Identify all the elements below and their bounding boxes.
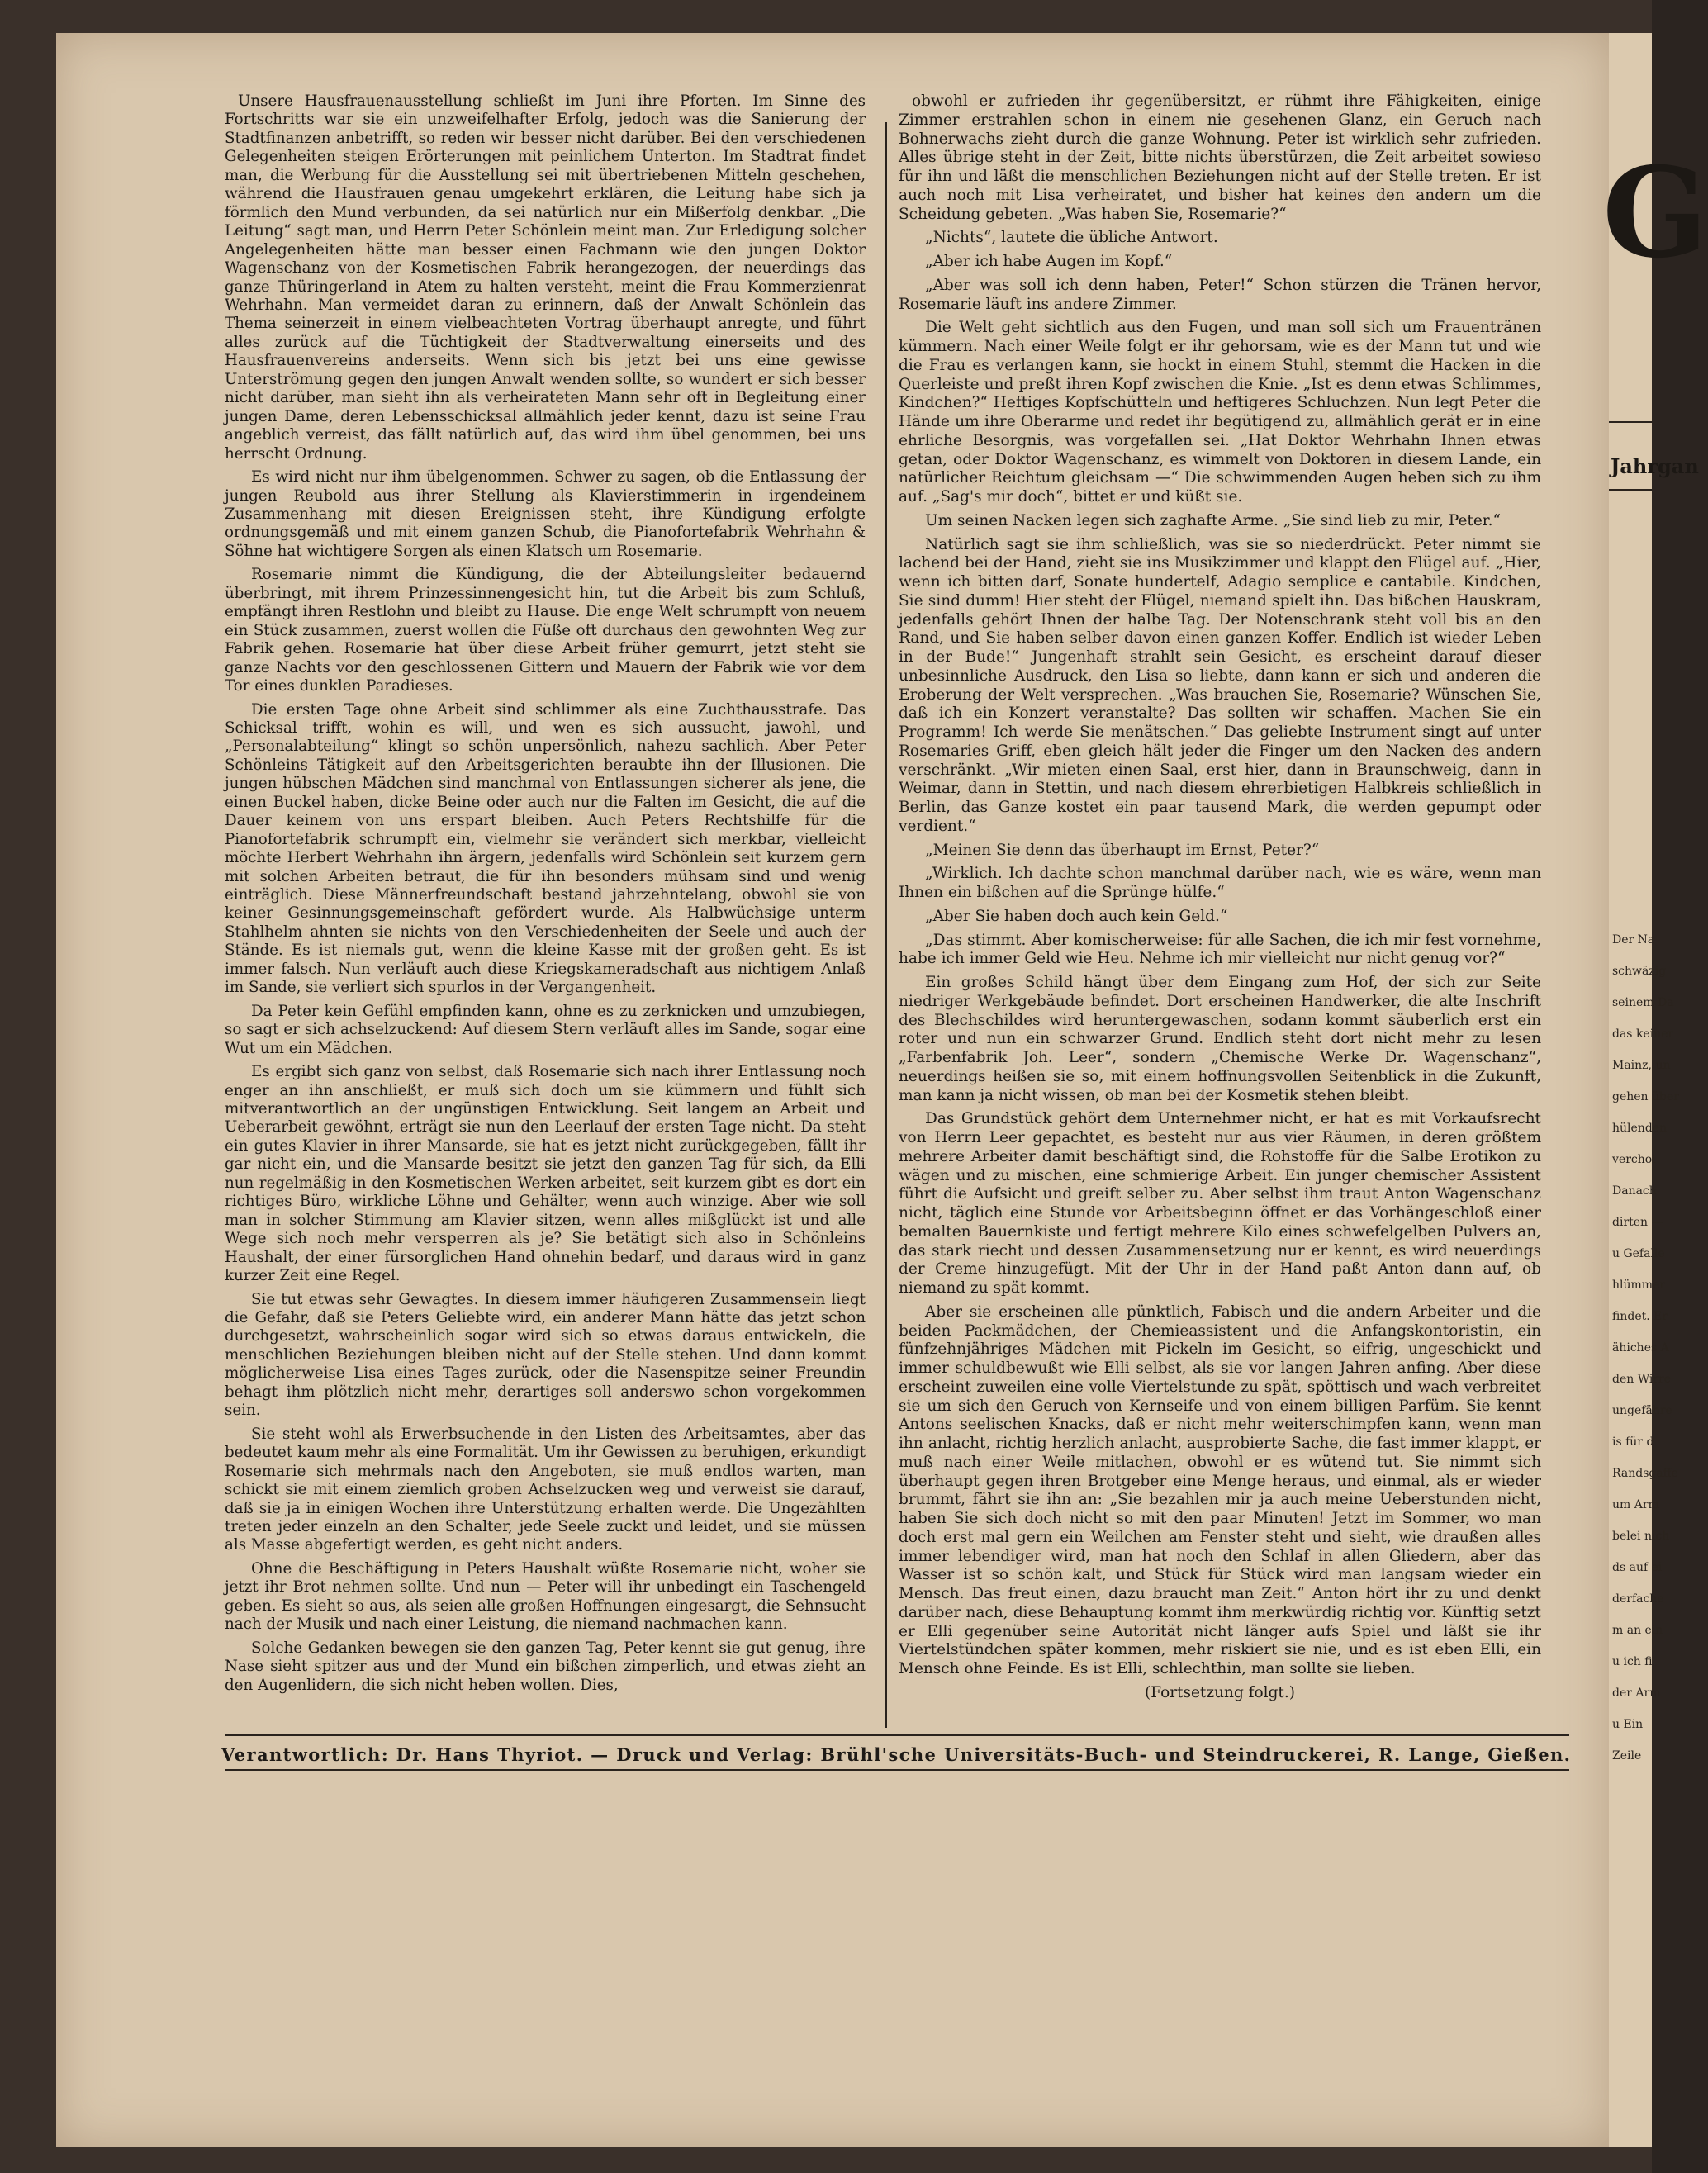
- next-page-fragment: den Wirre: [1612, 1373, 1672, 1386]
- next-page-heading: Jahrgan: [1611, 454, 1699, 478]
- paragraph: „Das stimmt. Aber komischerweise: für alle Sachen, die ich mir fest vornehme, habe ich immer Geld wie Heu. Nehme ich mir vielleicht nur nicht genug vor?“: [899, 931, 1541, 968]
- next-page-fragment: um Arm: [1612, 1498, 1659, 1511]
- next-page-fragment: findet. Er: [1612, 1310, 1668, 1323]
- paragraph: „Wirklich. Ich dachte schon manchmal darüber nach, wie es wäre, wenn man Ihnen ein bißchen auf die Sprünge hülfe.“: [899, 865, 1541, 901]
- paragraph: Rosemarie nimmt die Kündigung, die der Abteilungsleiter bedauernd überbringt, mit ihrem Prinzessinnengesicht hin, tut die Arbeit bis zum Schluß, empfängt ihren Restlohn und bleibt zu Hause. Die enge Welt schrumpft von neuem ein Stück zusammen, zuerst wollen die Füße oft durchaus den gewohnten Weg zur Fabrik gehen. Rosemarie hat über diese Arbeit früher gemurrt, jetzt steht sie ganze Nachts vor den geschlossenen Gittern und Mauern der Fabrik wie vor dem Tor eines dunklen Paradieses.: [225, 566, 866, 695]
- paragraph: Es wird nicht nur ihm übelgenommen. Schwer zu sagen, ob die Entlassung der jungen Reubold aus ihrer Stellung als Klavierstimmerin in irgendeinem Zusammenhang mit diesen Ereignissen steht, ihre Kündigung erfolgte ordnungsgemäß und mit einem ganzen Schub, die Pianofortefabrik Wehrhahn & Söhne hat wichtigere Sorgen als einen Klatsch um Rosemarie.: [225, 468, 866, 560]
- next-page-fragment: Danach: [1612, 1184, 1657, 1198]
- paragraph: Um seinen Nacken legen sich zaghafte Arme. „Sie sind lieb zu mir, Peter.“: [925, 511, 1501, 529]
- paragraph: Die Welt geht sichtlich aus den Fugen, und man soll sich um Frauentränen kümmern. Nach einer Weile folgt er ihr gehorsam, wie es der Mann tut und wie die Frau es verlangen kann, sie hockt in einem Stuhl, stemmt die Hacken in die Querleiste und preßt ihren Kopf zwischen die Knie. „Ist es denn etwas Schlimmes, Kindchen?“ Heftiges Kopfschütteln und heftigeres Schluchzen. Nun legt Peter die Hände um ihre Oberarme und redet ihr begütigend zu, allmählich gerät er in eine ehrliche Besorgnis, was vorgefallen sei. „Hat Doktor Wehrhahn Ihnen etwas getan, oder Doktor Wagenschanz, es wimmelt von Doktoren in diesem Lande, ein natürlicher Reichtum gleichsam —“ Die schwimmenden Augen heben sich zu ihm auf. „Sag's mir doch“, bittet er und küßt sie.: [899, 319, 1541, 505]
- paragraph: Unsere Hausfrauenausstellung schließt im Juni ihre Pforten. Im Sinne des Fortschritts war sie ein unzweifelhafter Erfolg, jedoch was die Sanierung der Stadtfinanzen anbetrifft, so reden wir besser nicht darüber. Bei den verschiedenen Gelegenheiten steigen Erörterungen mit peinlichem Unterton. Im Stadtrat findet man, die Werbung für die Ausstellung sei mit übertriebenen Mitteln geschehen, während die Hausfrauen genau umgekehrt erklären, die Leitung habe sich ja förmlich den Mund verbunden, da sei natürlich nur ein Mißerfolg denkbar. „Die Leitung“ sagt man, und Herrn Peter Schönlein meint man. Zur Erledigung solcher Angelegenheiten hätte man besser einen Fachmann wie den jungen Doktor Wagenschanz von der Kosmetischen Fabrik herangezogen, der neuerdings das ganze Thüringerland in Atem zu halten versteht, meint die Frau Kommerzienrat Wehrhahn. Man vermeidet daran zu erinnern, daß der Anwalt Schönlein das Thema seinerzeit in einem vielbeachteten Vortrag überhaupt anregte, und führt alles zurück auf die Tüchtigkeit der Stadtverwaltung einerseits und des Hausfrauenvereins anderseits. Wenn sich bis jetzt bei uns eine gewisse Unterströmung gegen den jungen Anwalt wenden sollte, so wundert er sich besser nicht darüber, man sieht ihn als verheirateten Mann sehr oft in Begleitung einer jungen Dame, deren Lebensschicksal allmählich jeder kennt, dazu ist seine Frau angeblich verreist, das fällt natürlich auf, das wird ihm übel genommen, bei uns herrscht Ordnung.: [225, 93, 866, 463]
- paragraph: Ein großes Schild hängt über dem Eingang zum Hof, der sich zur Seite niedriger Werkgebäude befindet. Dort erscheinen Handwerker, die alte Inschrift des Blechschildes wird heruntergewaschen, sodann kommt säuberlich erst ein roter und nun ein schwarzer Grund. Endlich steht dort nicht mehr zu lesen „Farbenfabrik Joh. Leer“, sondern „Chemische Werke Dr. Wagenschanz“, neuerdings heißen sie so, mit einem hoffnungsvollen Seitenblick in die Zukunft, man kann ja nicht wissen, ob man bei der Kosmetik stehen bleibt.: [899, 974, 1541, 1104]
- next-page-fragment: ds auf ei: [1612, 1561, 1663, 1574]
- next-page-fragment: u Ein: [1612, 1718, 1644, 1731]
- next-page-fragment: Randsgaffe: [1612, 1467, 1678, 1480]
- paragraph: Sie steht wohl als Erwerbsuchende in den Listen des Arbeitsamtes, aber das bedeutet kaum mehr als eine Formalität. Um ihr Gewissen zu beruhigen, erkundigt Rosemarie sich mehrmals nach den Angeboten, sie muß endlos warten, man schickt sie mit einem ziemlich groben Achselzucken weg und verweist sie darauf, daß sie ja in einigen Wochen ihre Unterstützung erhalten werde. Die Ungezählten treten jeder einzeln an den Schalter, jede Seele zuckt und leidet, und sie müssen als Masse abgefertigt werden, es geht nicht anders.: [225, 1425, 866, 1554]
- next-page-fragment: u ich fi: [1612, 1655, 1653, 1668]
- paragraph: obwohl er zufrieden ihr gegenübersitzt, er rühmt ihre Fähigkeiten, einige Zimmer erstrahlen schon in einem nie gesehenen Glanz, ein Geruch nach Bohnerwachs zieht durch die ganze Wohnung. Peter ist wirklich sehr zufrieden. Alles übrige steht in der Zeit, bitte nichts überstürzen, die Zeit arbeitet sowieso für ihn und läßt die menschlichen Beziehungen nicht auf der Stelle treten. Er ist auch noch mit Lisa verheiratet, und bisher hat keines den andern um die Scheidung gebeten. „Was haben Sie, Rosemarie?“: [899, 93, 1541, 223]
- next-page-fragment: hlümmer: [1612, 1279, 1666, 1292]
- next-page-fragment: das keiner: [1612, 1027, 1674, 1041]
- paragraph: „Nichts“, lautete die übliche Antwort.: [925, 229, 1218, 247]
- paragraph: Aber sie erscheinen alle pünktlich, Fabisch und die andern Arbeiter und die beiden Packmädchen, der Chemieassistent und die Anfangskontoristin, ein fünfzehnjähriges Mädchen mit Pickeln im Gesicht, so eifrig, ungeschickt und immer schuldbewußt wie Elli selbst, als sie vor langen Jahren anfing. Aber diese erscheint zuweilen eine volle Viertelstunde zu spät, spöttisch und wach verbreitet sie um sich den Geruch von Kernseife und von einem billigen Parfüm. Sie kennt Antons seelischen Knacks, daß er nicht mehr weiterschimpfen kann, wenn man ihn anlacht, richtig herzlich anlacht, ausprobierte Sache, die fast immer klappt, er muß nach einer Weile mitlachen, obwohl er es wütend tut. Sie nimmt sich überhaupt gegen ihren Brotgeber eine Menge heraus, und einmal, als er wieder brummt, fährt sie ihn an: „Sie bezahlen mir ja auch meine Ueberstunden nicht, haben Sie sich doch nicht so mit den paar Minuten! Jetzt im Sommer, wo man doch erst mal gern ein Weilchen am Fenster steht und sieht, wie draußen alles immer lebendiger wird, man hat noch den Schlaf in allen Gliedern, aber das Wasser ist so schön kalt, und Stück für Stück wird man langsam wieder ein Mensch. Das freut einen, dazu braucht man Zeit.“ Anton hört ihr zu und denkt darüber nach, diese Behauptung kommt ihm merkwürdig richtig vor. Künftig setzt er Elli gegenüber seine Autorität nicht länger aufs Spiel und läßt sie ihr Viertelstündchen später kommen, mehr riskiert sie nie, und es ist eben Elli, ein Mensch ohne Feinde. Es ist Elli, schlechthin, man sollte sie lieben.: [899, 1302, 1541, 1677]
- next-page-edge: [1602, 33, 1708, 2147]
- next-page-fragment: Zeile: [1612, 1749, 1642, 1763]
- imprint-footer: Verantwortlich: Dr. Hans Thyriot. — Druck und Verlag: Brühl'sche Universitäts-Buch- und Steindruckerei, R. Lange, Gießen.: [221, 1744, 1572, 1765]
- next-page-fragment: derfache: [1612, 1592, 1664, 1606]
- footer-rule-top: [225, 1734, 1569, 1736]
- paragraph: Da Peter kein Gefühl empfinden kann, ohne es zu zerknicken und umzubiegen, so sagt er sich achselzuckend: Auf diesem Stern verläuft alles im Sande, sogar eine Wut um ein Mädchen.: [225, 1002, 866, 1057]
- paragraph: „Aber ich habe Augen im Kopf.“: [925, 253, 1173, 270]
- next-page-rule: [1609, 489, 1652, 491]
- next-page-rule: [1609, 421, 1652, 423]
- footer-rule-bottom: [225, 1769, 1569, 1771]
- paragraph: Ohne die Beschäftigung in Peters Haushalt wüßte Rosemarie nicht, woher sie jetzt ihr Brot nehmen sollte. Und nun — Peter will ihr unbedingt ein Taschengeld geben. Es sieht so aus, als seien alle großen Hoffnungen eingesargt, die Sehnsucht nach der Musik und nach einer Leistung, die niemand nachmachen kann.: [225, 1559, 866, 1634]
- next-page-fragment: schwäzig: [1612, 965, 1667, 978]
- next-page-fragment: Der Na: [1612, 933, 1655, 947]
- next-page-fragment: ähiches A: [1612, 1341, 1669, 1355]
- paragraph: Sie tut etwas sehr Gewagtes. In diesem immer häufigeren Zusammensein liegt die Gefahr, daß sie Peters Geliebte wird, ein anderer Mann hätte das jetzt schon durchgesetzt, wahrscheinlich sogar wird sich so etwas daraus entwickeln, die menschlichen Beziehungen bleiben nicht auf der Stelle stehen. Und dann kommt möglicherweise Lisa eines Tages zurück, oder die Nasenspitze seiner Freundin behagt ihm plötzlich nicht mehr, derartiges soll anderswo schon vorgekommen sein.: [225, 1290, 866, 1420]
- paragraph: Natürlich sagt sie ihm schließlich, was sie so niederdrückt. Peter nimmt sie lachend bei der Hand, zieht sie ins Musikzimmer und klappt den Flügel auf. „Hier, wenn ich bitten darf, Sonate hundertelf, Adagio semplice e cantabile. Kindchen, Sie sind dumm! Hier steht der Flügel, niemand spielt ihn. Das bißchen Hauskram, jedenfalls gehört Ihnen der halbe Tag. Der Notenschrank steht voll bis an den Rand, und Sie haben selber davon einen ganzen Koffer. Endlich ist wieder Leben in der Bude!“ Jungenhaft strahlt sein Gesicht, es erscheint darauf dieser unbesinnliche Ausdruck, den Lisa so liebte, dann kann er sich und anderen die Eroberung der Welt versprechen. „Was brauchen Sie, Rosemarie? Wünschen Sie, daß ich ein Konzert veranstalte? Das sollten wir schaffen. Machen Sie ein Programm! Ich werde Sie menätschen.“ Das geliebte Instrument singt auf unter Rosemaries Griff, eben gleich hält jeder die Finger um den Nacken des andern verschränkt. „Wir mieten einen Saal, erst hier, dann in Braunschweig, dann in Weimar, dann in Stettin, und nach diesem ehrerbietigen Halbkreis schließlich in Berlin, das Ganze kostet ein paar tausend Mark, die werden gepumpt oder verdient.“: [899, 535, 1541, 835]
- next-page-fragment: is für d: [1612, 1435, 1654, 1449]
- next-page-fragment: m an ein: [1612, 1624, 1663, 1637]
- next-page-fragment: seinem Da: [1612, 996, 1674, 1009]
- paragraph: Das Grundstück gehört dem Unternehmer nicht, er hat es mit Vorkaufsrecht von Herrn Leer gepachtet, es besteht nur aus vier Räumen, in deren größtem mehrere Arbeiter damit beschäftigt sind, die Rohstoffe für die Salbe Erotikon zu wägen und zu mischen, eine schmierige Arbeit. Ein junger chemischer Assistent führt die Aufsicht und greift selber zu. Aber selbst ihm traut Anton Wagenschanz nicht, täglich eine Stunde vor Arbeitsbeginn öffnet er das Vorhängeschloß einer bemalten Bauernkiste und fertigt mehrere Kilo eines schwefelgelben Pulvers an, das stark riecht und dessen Zusammensetzung nur er kennt, es wird neuerdings der Creme hinzugefügt. Mit der Uhr in der Hand paßt Anton dann auf, ob niemand zu spät kommt.: [899, 1110, 1541, 1297]
- next-page-fragment: Mainz, un: [1612, 1059, 1671, 1072]
- next-page-fragment: der Arm: [1612, 1687, 1661, 1700]
- next-page-masthead: G: [1602, 140, 1708, 286]
- paragraph: „Meinen Sie denn das überhaupt im Ernst, Peter?“: [925, 841, 1320, 859]
- next-page-fragment: dirten —: [1612, 1216, 1663, 1229]
- continued-note: (Fortsetzung folgt.): [1145, 1683, 1295, 1701]
- column-divider: [885, 122, 887, 1728]
- paragraph: Die ersten Tage ohne Arbeit sind schlimmer als eine Zuchthausstrafe. Das Schicksal trifft, wohin es will, und wen es sich aussucht, jawohl, und „Personalabteilung“ klingt so schön unpersönlich, nahezu sachlich. Aber Peter Schönleins Tätigkeit auf den Arbeitsgerichten beraubte ihn der Illusionen. Die jungen hübschen Mädchen sind manchmal von Entlassungen sicherer als jene, die einen Buckel haben, dicke Beine oder auch nur die Falten im Gesicht, die auf die Dauer keinem von uns erspart bleiben. Auch Peters Rechtshilfe für die Pianofortefabrik schrumpft ein, vielmehr sie verändert sich merkbar, vielleicht möchte Herbert Wehrhahn ihn ärgern, jedenfalls wird Schönlein seit kurzem gern mit solchen Arbeiten betraut, die für ihn besonders mühsam sind und wenig einträglich. Diese Männerfreundschaft bestand jahrzehntelang, obwohl sie von keiner Gesinnungsgemeinschaft gefördert wurde. Als Halbwüchsige unterm Stahlhelm ahnten sie nichts von den Verschiedenheiten der Seele und auch der Stände. Es ist niemals gut, wenn die kleine Kasse mit der großen geht. Es ist immer falsch. Nun verläuft auch diese Kriegskameradschaft aus nichtigem Anlaß im Sande, sie verliert sich spurlos in der Vergangenheit.: [225, 700, 866, 997]
- paragraph: Es ergibt sich ganz von selbst, daß Rosemarie sich nach ihrer Entlassung noch enger an ihn anschließt, er muß sich doch um sie kümmern und fühlt sich mitverantwortlich an der ungünstigen Entwicklung. Seit langem an Arbeit und Ueberarbeit gewöhnt, erträgt sie nun den Leerlauf der ersten Tage nicht. Da steht ein gutes Klavier in ihrer Mansarde, sie hat es jetzt nicht zurückgegeben, fällt ihr gar nicht ein, und die Mansarde besitzt sie jetzt den ganzen Tag für sich, da Elli nun regelmäßig in den Kosmetischen Werken arbeitet, seit kurzem gibt es dort ein richtiges Büro, wirkliche Löhne und Gehälter, wenn auch winzige. Aber wie soll man in solcher Stimmung am Klavier sitzen, wenn alles mißglückt ist und alle Wege sich noch mehr versperren als je? Sie betätigt sich also in Schönleins Haushalt, der einer fürsorglichen Hand ohnehin bedarf, und daraus wird in ganz kurzer Zeit eine Regel.: [225, 1063, 866, 1285]
- next-page-fragment: hülenden: [1612, 1122, 1668, 1135]
- paragraph: „Aber was soll ich denn haben, Peter!“ Schon stürzen die Tränen hervor, Rosemarie läuft ins andere Zimmer.: [899, 276, 1541, 313]
- paragraph: Solche Gedanken bewegen sie den ganzen Tag, Peter kennt sie gut genug, ihre Nase sieht spitzer aus und der Mund ein bißchen zimperlich, und etwas zieht an den Augenlidern, die sich nicht heben wollen. Dies,: [225, 1639, 866, 1694]
- next-page-fragment: gehen über: [1612, 1090, 1679, 1103]
- article-column-left: [225, 93, 866, 1700]
- paragraph: „Aber Sie haben doch auch kein Geld.“: [925, 907, 1228, 925]
- next-page-fragment: ungefähre: [1612, 1404, 1672, 1417]
- article-column-right: [899, 93, 1541, 1708]
- next-page-fragment: verchol: [1612, 1153, 1656, 1166]
- next-page-fragment: u Gefalle: [1612, 1247, 1665, 1260]
- next-page-fragment: belei nich: [1612, 1530, 1670, 1543]
